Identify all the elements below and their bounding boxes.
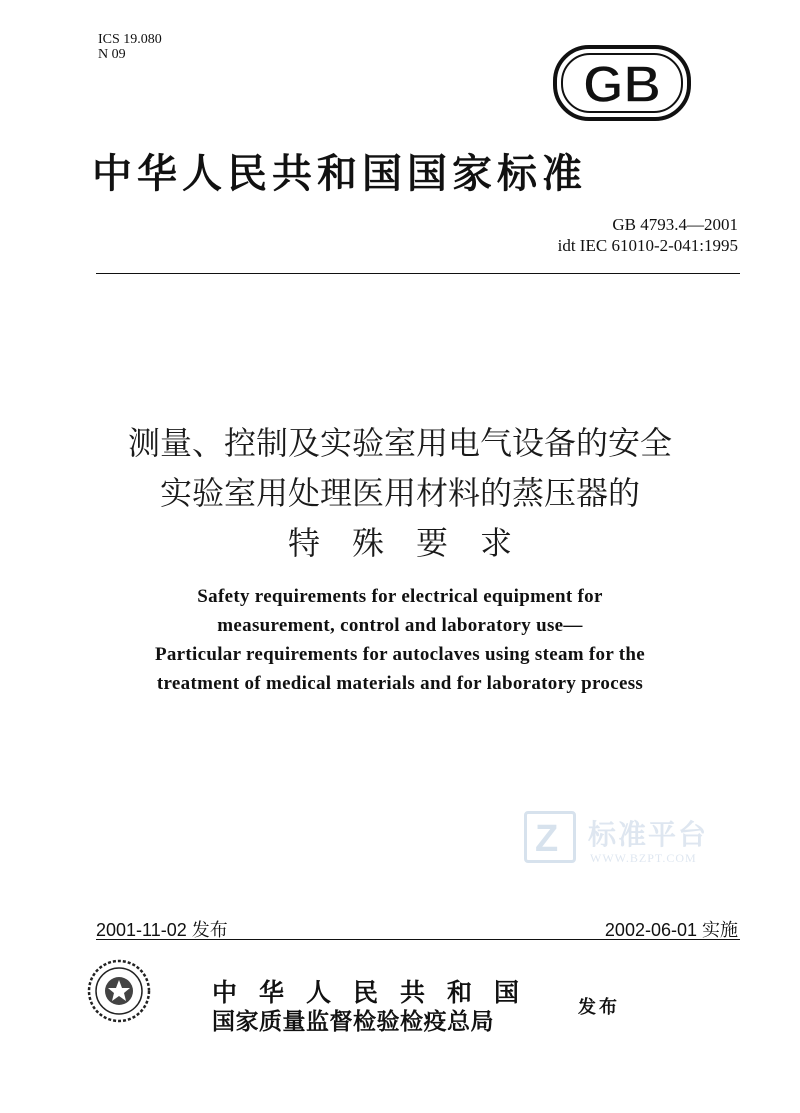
- top-divider: [96, 273, 740, 274]
- ics-code: ICS 19.080: [98, 32, 162, 47]
- implementation-date: 2002-06-01 实施: [604, 920, 738, 940]
- standard-numbers: [558, 214, 738, 256]
- issuer-name-line-2: 国家质量监督检验检疫总局: [212, 1008, 494, 1035]
- standard-number: GB 4793.4—2001: [612, 215, 738, 234]
- chinese-title-line-2: 实验室用处理医用材料的蒸压器的: [159, 474, 640, 512]
- chinese-title-line-1: 测量、控制及实验室用电气设备的安全: [127, 424, 672, 462]
- watermark-logo-icon: [524, 811, 576, 863]
- watermark-name: 标准平台: [588, 818, 709, 851]
- english-title-line-3: Particular requirements for autoclaves using steam for the: [154, 644, 646, 665]
- bottom-divider: [96, 939, 740, 940]
- gb-logo-text: GB: [583, 56, 661, 114]
- chinese-title-line-3: 特殊要求: [287, 524, 544, 562]
- standard-type-title: 中华人民共和国国家标准: [92, 150, 587, 197]
- publish-label: 发布: [578, 997, 620, 1018]
- idt-reference: idt IEC 61010-2-041:1995: [557, 236, 738, 255]
- english-title-line-2: measurement, control and laboratory use—: [217, 615, 583, 636]
- english-title-line-1: Safety requirements for electrical equipment for: [197, 586, 603, 607]
- gb-logo: [552, 44, 692, 122]
- english-title: [0, 582, 800, 698]
- watermark: [524, 811, 724, 869]
- classification-codes: [98, 32, 162, 62]
- issue-date: 2001-11-02 发布: [96, 920, 228, 940]
- english-title-line-4: treatment of medical materials and for laboratory process: [156, 673, 644, 694]
- issuer-name-line-1: 中华人民共和国: [212, 978, 542, 1007]
- chinese-title: [0, 418, 800, 568]
- ccs-code: N 09: [98, 47, 126, 62]
- official-seal-icon: [86, 958, 152, 1024]
- watermark-letter: Z: [535, 818, 559, 860]
- watermark-url: WWW.BZPT.COM: [590, 851, 697, 865]
